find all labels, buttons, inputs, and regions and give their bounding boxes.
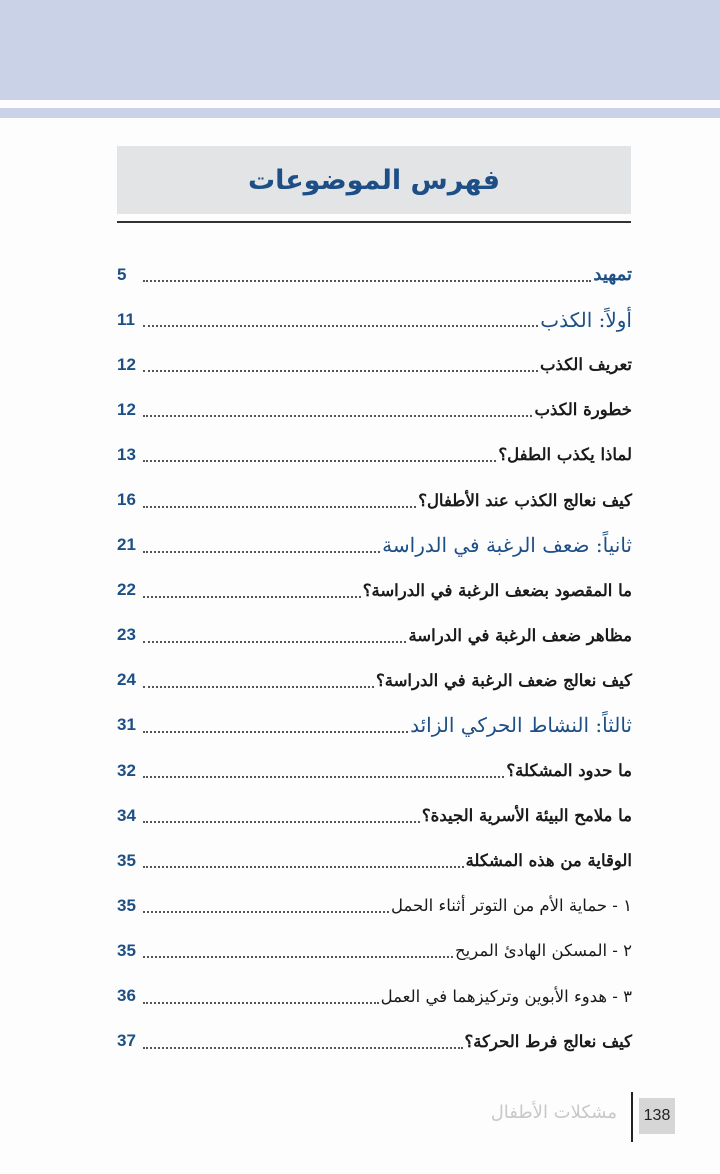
dot-leader xyxy=(143,369,538,372)
toc-entry[interactable] xyxy=(117,523,632,568)
toc-entry[interactable] xyxy=(117,477,632,522)
table-of-contents xyxy=(117,252,632,1064)
dot-leader xyxy=(143,550,380,553)
toc-page-number: 31 xyxy=(117,715,136,735)
toc-page-number: 37 xyxy=(117,1031,136,1051)
toc-entry-label: تعريف الكذب xyxy=(540,355,632,375)
dot-leader xyxy=(143,1001,379,1004)
toc-entry-label: ٣ - هدوء الأبوين وتركيزهما في العمل xyxy=(380,986,632,1006)
dot-leader xyxy=(143,414,532,417)
toc-entry-label: ١ - حماية الأم من التوتر أثناء الحمل xyxy=(390,896,632,916)
toc-page-number: 23 xyxy=(117,625,136,645)
toc-page-number: 35 xyxy=(117,850,136,870)
toc-entry-label: الوقاية من هذه المشكلة xyxy=(465,851,632,871)
toc-entry[interactable] xyxy=(117,748,632,793)
dot-leader xyxy=(143,910,389,913)
page-title: فهرس الموضوعات xyxy=(247,164,501,196)
toc-entry-label: ٢ - المسكن الهادئ المريح xyxy=(455,941,632,961)
dot-leader xyxy=(143,730,408,733)
dot-leader xyxy=(143,459,496,462)
title-divider xyxy=(117,221,631,223)
toc-entry[interactable] xyxy=(117,703,632,748)
dot-leader xyxy=(143,505,416,508)
toc-entry[interactable] xyxy=(117,387,632,432)
toc-page-number: 32 xyxy=(117,760,136,780)
toc-entry[interactable] xyxy=(117,297,632,342)
page-footer xyxy=(0,1092,720,1142)
toc-page-number: 5 xyxy=(117,264,127,284)
dot-leader xyxy=(143,865,464,868)
toc-entry-label: كيف نعالج ضعف الرغبة في الدراسة؟ xyxy=(375,670,632,690)
toc-entry-label: ثانياً: ضعف الرغبة في الدراسة xyxy=(382,533,632,558)
toc-entry[interactable] xyxy=(117,1019,632,1064)
footer-page-number: 138 xyxy=(639,1098,675,1134)
toc-entry-label: مظاهر ضعف الرغبة في الدراسة xyxy=(408,625,632,645)
dot-leader xyxy=(143,640,406,643)
dot-leader xyxy=(143,955,453,958)
toc-entry-label: كيف نعالج الكذب عند الأطفال؟ xyxy=(418,490,632,510)
dot-leader xyxy=(143,324,538,327)
toc-page-number: 35 xyxy=(117,895,136,915)
dot-leader xyxy=(143,1046,463,1049)
toc-entry[interactable] xyxy=(117,883,632,928)
header-band xyxy=(0,0,720,100)
toc-entry-label: كيف نعالج فرط الحركة؟ xyxy=(464,1031,632,1051)
toc-entry-label: ما المقصود بضعف الرغبة في الدراسة؟ xyxy=(362,580,632,600)
dot-leader xyxy=(143,775,504,778)
footer-divider xyxy=(631,1092,633,1142)
toc-entry[interactable] xyxy=(117,432,632,477)
toc-entry[interactable] xyxy=(117,568,632,613)
toc-page-number: 12 xyxy=(117,399,136,419)
toc-entry[interactable] xyxy=(117,928,632,973)
toc-entry[interactable] xyxy=(117,793,632,838)
toc-page-number: 36 xyxy=(117,986,136,1006)
toc-page-number: 22 xyxy=(117,580,136,600)
dot-leader xyxy=(143,820,420,823)
toc-page-number: 21 xyxy=(117,535,136,555)
toc-page-number: 34 xyxy=(117,805,136,825)
toc-entry[interactable] xyxy=(117,658,632,703)
toc-entry[interactable] xyxy=(117,342,632,387)
toc-entry-label: خطورة الكذب xyxy=(534,400,632,420)
footer-book-title: مشكلات الأطفال xyxy=(490,1102,617,1123)
title-box xyxy=(117,146,631,214)
toc-entry-label: ثالثاً: النشاط الحركي الزائد xyxy=(410,713,632,738)
dot-leader xyxy=(143,685,374,688)
toc-page-number: 13 xyxy=(117,444,136,464)
toc-entry-label: أولاً: الكذب xyxy=(540,307,632,332)
toc-entry[interactable] xyxy=(117,252,632,297)
dot-leader xyxy=(143,595,361,598)
toc-entry[interactable] xyxy=(117,838,632,883)
toc-page-number: 16 xyxy=(117,490,136,510)
toc-entry[interactable] xyxy=(117,974,632,1019)
toc-entry-label: ما ملامح البيئة الأسرية الجيدة؟ xyxy=(421,806,632,826)
dot-leader xyxy=(143,279,591,282)
toc-entry-label: لماذا يكذب الطفل؟ xyxy=(498,445,632,465)
toc-entry-label: تمهيد xyxy=(593,264,632,286)
toc-entry-label: ما حدود المشكلة؟ xyxy=(506,761,632,781)
header-stripe xyxy=(0,108,720,118)
toc-page-number: 35 xyxy=(117,940,136,960)
toc-page-number: 24 xyxy=(117,670,136,690)
toc-page-number: 12 xyxy=(117,354,136,374)
toc-entry[interactable] xyxy=(117,613,632,658)
toc-page-number: 11 xyxy=(117,309,135,329)
